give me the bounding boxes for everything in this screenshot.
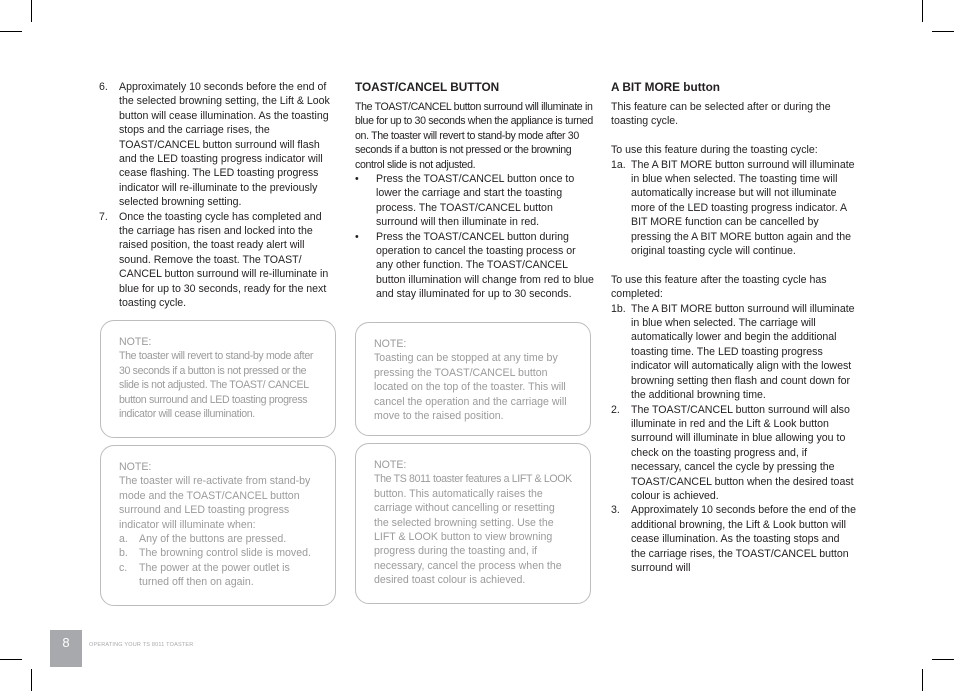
crop-mark (922, 0, 923, 22)
note-box (355, 322, 591, 436)
note-box (100, 445, 336, 606)
list-item (611, 158, 857, 259)
crop-mark (31, 669, 32, 691)
crop-mark (932, 31, 954, 32)
note-label: NOTE: (374, 459, 407, 471)
column-1 (99, 80, 339, 311)
item-number: 7. (99, 210, 108, 223)
sub-letter: c. (119, 561, 128, 574)
note-label: NOTE: (119, 336, 152, 348)
note-box (100, 320, 336, 438)
note-box (355, 443, 591, 604)
list-item (611, 302, 857, 403)
sub-text: Any of the buttons are pressed. (139, 533, 287, 546)
bullet-item (355, 230, 595, 302)
note-text: The toaster will re-activate from stand-by mode and the TOAST/CANCEL button surround and LED toasting progress indicator will illuminate when: (119, 475, 311, 531)
item-text: The A BIT MORE button surround will illuminate in blue when selected. The carriage will automatically lower and begin the additional toasting time. The LED toasting progress indicator will automatically align with the lowest browning setting then flash and count down for the additional browning time. (631, 302, 855, 402)
bullet-symbol: • (355, 173, 359, 186)
crop-mark (0, 659, 22, 660)
page-number: 8 (50, 630, 82, 667)
note-label: NOTE: (374, 338, 407, 350)
note-text: The toaster will revert to stand-by mode after 30 seconds if a button is not pressed or the slide is not adjusted. The TOAST/ CANCEL button surround and LED toasting progress indicator will cease illumination. (119, 350, 314, 421)
sub-text: The browning control slide is moved. (139, 547, 311, 560)
crop-mark (932, 659, 954, 660)
item-text: The TOAST/CANCEL button surround will also illuminate in red and the Lift & Look button surround will illuminate in blue allowing you to check on the toasting progress and, if necessary, cancel the cycle by pressing the TOAST/CANCEL button when the desired toast colour is achieved. (631, 403, 854, 502)
note-text: The TS 8011 toaster features a LIFT & LOOK (374, 473, 572, 486)
crop-mark (0, 31, 22, 32)
note-subitem (119, 532, 317, 546)
note-text: Toasting can be stopped at any time by pressing the TOAST/CANCEL button located on the top of the toaster. This will cancel the operation and the carriage will move to the raised position. (374, 352, 567, 423)
bullet-text: Press the TOAST/CANCEL button during operation to cancel the toasting process or any other function. The TOAST/CANCEL button illumination will change from red to blue and stay illuminated for up to 30 seconds. (376, 230, 594, 301)
item-number: 1b. (611, 302, 626, 315)
column-3 (611, 80, 857, 575)
list-item (99, 210, 339, 311)
bullet-symbol: • (355, 230, 359, 243)
sub-letter: a. (119, 533, 128, 546)
item-number: 2. (611, 403, 620, 416)
item-text: Once the toasting cycle has completed and the carriage has risen and locked into the raised position, the toast ready alert will sound. Remove the toast. The TOAST/ CANCEL button surround will re-illuminate in blue for up to 30 seconds, ready for the next toasting cycle. (119, 210, 329, 310)
item-text: The A BIT MORE button surround will illuminate in blue when selected. The toasting time will automatically increase but will not illuminate more of the LED toasting progress indicator. A BIT MORE function can be cancelled by pressing the A BIT MORE button again and the original toasting cycle will continue. (631, 158, 855, 258)
list-item (611, 503, 857, 575)
subsection-label: To use this feature during the toasting cycle: (611, 144, 818, 157)
running-title: OPERATING YOUR TS 8011 TOASTER (89, 642, 194, 648)
item-number: 1a. (611, 158, 626, 171)
sub-letter: b. (119, 547, 128, 560)
section-intro: The TOAST/CANCEL button surround will illuminate in blue for up to 30 seconds when the appliance is turned on. The toaster will revert to stand-by mode after 30 seconds if a button is not pressed or the browning control slide is not adjusted. (355, 101, 593, 171)
crop-mark (31, 0, 32, 22)
note-label: NOTE: (119, 461, 152, 473)
item-text: Approximately 10 seconds before the end of the selected browning setting, the Lift & Look button will cease illumination. As the toasting stops and the carriage rises, the TOAST/CANCEL button surround will flash and the LED toasting progress indicator will cease flashing. The LED toasting progress indicator will re-illuminate to the previously selected browning setting. (119, 81, 330, 209)
item-text: Approximately 10 seconds before the end of the additional browning, the Lift & Look button will cease illumination. As the toasting stops and the carriage rises, the TOAST/CANCEL button surround will (631, 504, 856, 574)
section-intro: This feature can be selected after or during the toasting cycle. (611, 101, 831, 128)
list-item (99, 80, 339, 210)
note-subitem (119, 561, 317, 590)
section-heading: TOAST/CANCEL BUTTON (355, 80, 500, 94)
subsection-label: To use this feature after the toasting cycle has completed: (611, 273, 827, 301)
sub-text: The power at the power outlet is turned off then on again. (139, 561, 290, 589)
bullet-text: Press the TOAST/CANCEL button once to lower the carriage and start the toasting process. The TOAST/CANCEL button surround will then illuminate in red. (376, 173, 575, 229)
item-number: 3. (611, 504, 620, 517)
note-subitem (119, 546, 317, 560)
column-2 (355, 80, 595, 302)
item-number: 6. (99, 81, 108, 93)
note-text: button. This automatically raises the carriage without cancelling or resetting the selected browning setting. Use the LIFT & LOOK button to view browning progress during the toasting and, if necessary, cancel the process when the desired toast colour is achieved. (374, 487, 562, 587)
section-heading: A BIT MORE button (611, 80, 720, 94)
bullet-item (355, 172, 595, 230)
crop-mark (922, 669, 923, 691)
list-item (611, 403, 857, 504)
